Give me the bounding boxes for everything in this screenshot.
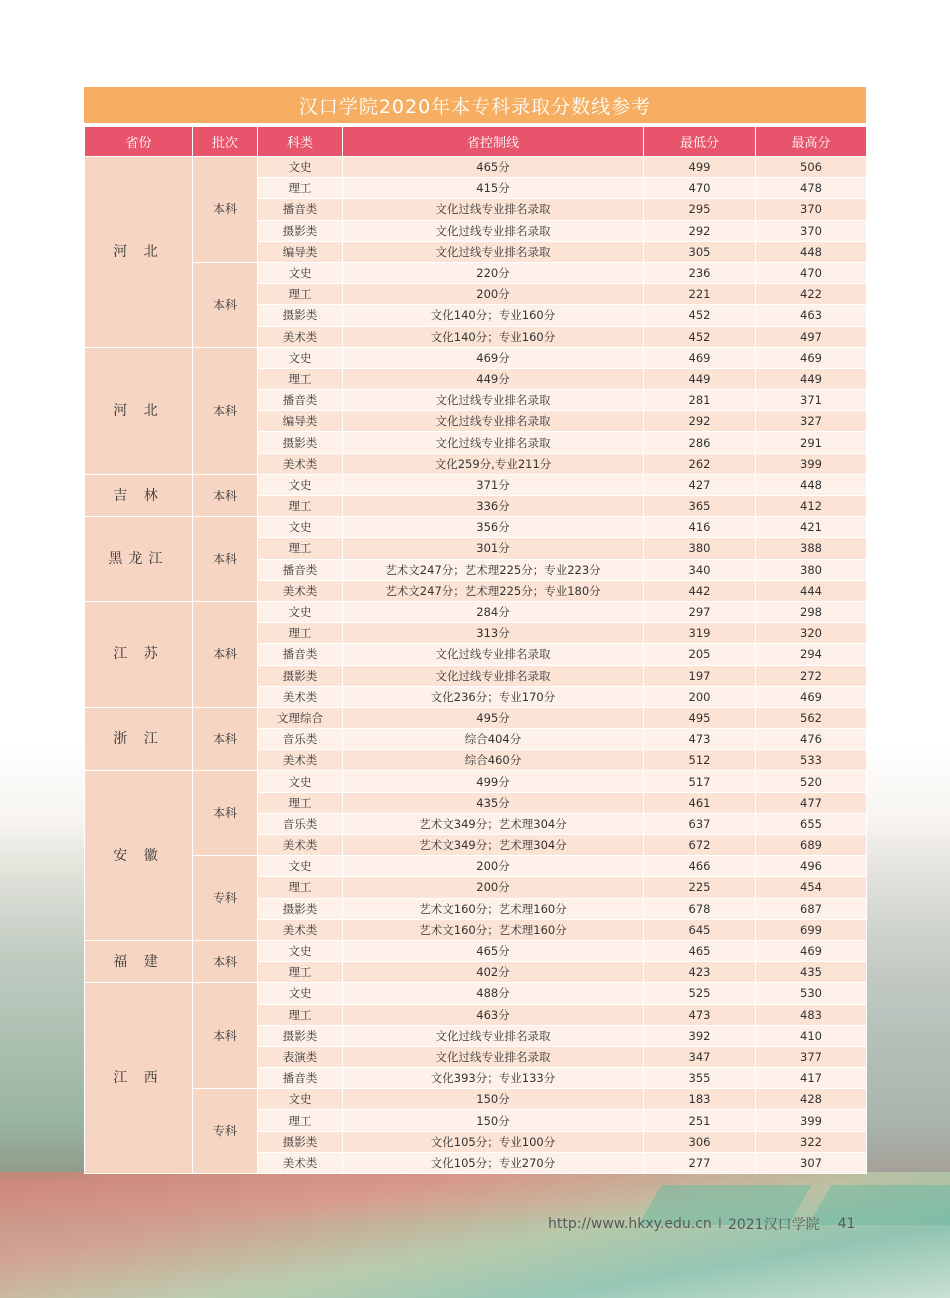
max-score-cell: 370 [756, 199, 867, 220]
max-score-cell: 371 [756, 390, 867, 411]
table-row [85, 983, 867, 1004]
min-score-cell: 225 [644, 877, 756, 898]
max-score-cell: 422 [756, 284, 867, 305]
province-cell: 安 徽 [85, 771, 193, 941]
header-control-line: 省控制线 [343, 127, 644, 157]
category-cell: 文史 [258, 601, 343, 622]
category-cell: 理工 [258, 1004, 343, 1025]
control-line-cell: 文化105分；专业270分 [343, 1152, 644, 1173]
batch-cell: 本科 [193, 474, 258, 516]
control-line-cell: 综合460分 [343, 750, 644, 771]
min-score-cell: 286 [644, 432, 756, 453]
min-score-cell: 340 [644, 559, 756, 580]
min-score-cell: 262 [644, 453, 756, 474]
min-score-cell: 277 [644, 1152, 756, 1173]
min-score-cell: 200 [644, 686, 756, 707]
min-score-cell: 466 [644, 856, 756, 877]
control-line-cell: 艺术文160分；艺术理160分 [343, 898, 644, 919]
max-score-cell: 449 [756, 368, 867, 389]
category-cell: 美术类 [258, 580, 343, 601]
category-cell: 播音类 [258, 199, 343, 220]
category-cell: 编导类 [258, 411, 343, 432]
max-score-cell: 435 [756, 962, 867, 983]
category-cell: 文史 [258, 262, 343, 283]
max-score-cell: 476 [756, 729, 867, 750]
control-line-cell: 文化393分；专业133分 [343, 1068, 644, 1089]
footer-url: http://www.hkxy.edu.cn [548, 1216, 712, 1232]
footer-brand: 2021汉口学院 [727, 1217, 820, 1233]
category-cell: 文史 [258, 157, 343, 178]
min-score-cell: 678 [644, 898, 756, 919]
max-score-cell: 483 [756, 1004, 867, 1025]
table-row [85, 517, 867, 538]
category-cell: 美术类 [258, 919, 343, 940]
max-score-cell: 469 [756, 940, 867, 961]
min-score-cell: 461 [644, 792, 756, 813]
province-cell: 江 苏 [85, 601, 193, 707]
min-score-cell: 292 [644, 220, 756, 241]
max-score-cell: 687 [756, 898, 867, 919]
control-line-cell: 336分 [343, 496, 644, 517]
category-cell: 理工 [258, 623, 343, 644]
min-score-cell: 499 [644, 157, 756, 178]
province-cell: 河 北 [85, 157, 193, 348]
batch-cell: 本科 [193, 347, 258, 474]
table-row [85, 771, 867, 792]
header-category: 科类 [258, 127, 343, 157]
control-line-cell: 文化过线专业排名录取 [343, 432, 644, 453]
min-score-cell: 473 [644, 1004, 756, 1025]
max-score-cell: 421 [756, 517, 867, 538]
control-line-cell: 150分 [343, 1110, 644, 1131]
max-score-cell: 478 [756, 178, 867, 199]
min-score-cell: 380 [644, 538, 756, 559]
category-cell: 编导类 [258, 241, 343, 262]
category-cell: 美术类 [258, 835, 343, 856]
min-score-cell: 452 [644, 326, 756, 347]
control-line-cell: 文化140分；专业160分 [343, 305, 644, 326]
category-cell: 摄影类 [258, 1131, 343, 1152]
control-line-cell: 综合404分 [343, 729, 644, 750]
category-cell: 理工 [258, 1110, 343, 1131]
max-score-cell: 412 [756, 496, 867, 517]
max-score-cell: 470 [756, 262, 867, 283]
category-cell: 理工 [258, 877, 343, 898]
category-cell: 理工 [258, 538, 343, 559]
table-row [85, 347, 867, 368]
header-min-score: 最低分 [644, 127, 756, 157]
category-cell: 文史 [258, 940, 343, 961]
max-score-cell: 388 [756, 538, 867, 559]
batch-cell: 专科 [193, 856, 258, 941]
max-score-cell: 327 [756, 411, 867, 432]
max-score-cell: 699 [756, 919, 867, 940]
category-cell: 美术类 [258, 1152, 343, 1173]
max-score-cell: 322 [756, 1131, 867, 1152]
min-score-cell: 469 [644, 347, 756, 368]
max-score-cell: 448 [756, 241, 867, 262]
admission-score-table [84, 126, 867, 1174]
control-line-cell: 文化140分；专业160分 [343, 326, 644, 347]
campus-photo-right [866, 820, 950, 1180]
max-score-cell: 444 [756, 580, 867, 601]
min-score-cell: 183 [644, 1089, 756, 1110]
control-line-cell: 艺术文349分；艺术理304分 [343, 835, 644, 856]
control-line-cell: 200分 [343, 856, 644, 877]
max-score-cell: 520 [756, 771, 867, 792]
min-score-cell: 221 [644, 284, 756, 305]
table-row [85, 474, 867, 495]
control-line-cell: 艺术文247分；艺术理225分；专业223分 [343, 559, 644, 580]
batch-cell: 本科 [193, 771, 258, 856]
min-score-cell: 473 [644, 729, 756, 750]
header-batch: 批次 [193, 127, 258, 157]
max-score-cell: 469 [756, 347, 867, 368]
max-score-cell: 320 [756, 623, 867, 644]
header-max-score: 最高分 [756, 127, 867, 157]
category-cell: 美术类 [258, 326, 343, 347]
min-score-cell: 645 [644, 919, 756, 940]
province-cell: 江 西 [85, 983, 193, 1174]
control-line-cell: 文化过线专业排名录取 [343, 1025, 644, 1046]
max-score-cell: 497 [756, 326, 867, 347]
control-line-cell: 499分 [343, 771, 644, 792]
header-province: 省份 [85, 127, 193, 157]
max-score-cell: 370 [756, 220, 867, 241]
category-cell: 美术类 [258, 750, 343, 771]
table-body [85, 157, 867, 1174]
max-score-cell: 533 [756, 750, 867, 771]
control-line-cell: 465分 [343, 940, 644, 961]
control-line-cell: 艺术文160分；艺术理160分 [343, 919, 644, 940]
category-cell: 摄影类 [258, 898, 343, 919]
min-score-cell: 517 [644, 771, 756, 792]
control-line-cell: 415分 [343, 178, 644, 199]
min-score-cell: 416 [644, 517, 756, 538]
control-line-cell: 文化过线专业排名录取 [343, 241, 644, 262]
min-score-cell: 365 [644, 496, 756, 517]
batch-cell: 本科 [193, 983, 258, 1089]
category-cell: 文史 [258, 347, 343, 368]
max-score-cell: 399 [756, 453, 867, 474]
batch-cell: 本科 [193, 940, 258, 982]
min-score-cell: 637 [644, 813, 756, 834]
control-line-cell: 艺术文247分；艺术理225分；专业180分 [343, 580, 644, 601]
table-row [85, 1089, 867, 1110]
min-score-cell: 442 [644, 580, 756, 601]
max-score-cell: 380 [756, 559, 867, 580]
min-score-cell: 297 [644, 601, 756, 622]
min-score-cell: 449 [644, 368, 756, 389]
control-line-cell: 463分 [343, 1004, 644, 1025]
max-score-cell: 689 [756, 835, 867, 856]
table-row [85, 262, 867, 283]
batch-cell: 专科 [193, 1089, 258, 1174]
control-line-cell: 艺术文349分；艺术理304分 [343, 813, 644, 834]
batch-cell: 本科 [193, 517, 258, 602]
category-cell: 理工 [258, 496, 343, 517]
category-cell: 播音类 [258, 1068, 343, 1089]
min-score-cell: 452 [644, 305, 756, 326]
max-score-cell: 448 [756, 474, 867, 495]
category-cell: 表演类 [258, 1046, 343, 1067]
max-score-cell: 463 [756, 305, 867, 326]
min-score-cell: 465 [644, 940, 756, 961]
category-cell: 理工 [258, 368, 343, 389]
batch-cell: 本科 [193, 262, 258, 347]
category-cell: 音乐类 [258, 729, 343, 750]
category-cell: 摄影类 [258, 432, 343, 453]
category-cell: 摄影类 [258, 1025, 343, 1046]
max-score-cell: 530 [756, 983, 867, 1004]
control-line-cell: 文化过线专业排名录取 [343, 390, 644, 411]
category-cell: 播音类 [258, 644, 343, 665]
min-score-cell: 392 [644, 1025, 756, 1046]
table-row [85, 856, 867, 877]
province-cell: 浙 江 [85, 707, 193, 771]
max-score-cell: 428 [756, 1089, 867, 1110]
category-cell: 摄影类 [258, 665, 343, 686]
control-line-cell: 文化过线专业排名录取 [343, 644, 644, 665]
campus-photo-left [0, 820, 85, 1180]
max-score-cell: 454 [756, 877, 867, 898]
page-footer [548, 1214, 855, 1234]
control-line-cell: 文化过线专业排名录取 [343, 665, 644, 686]
max-score-cell: 477 [756, 792, 867, 813]
min-score-cell: 319 [644, 623, 756, 644]
max-score-cell: 496 [756, 856, 867, 877]
max-score-cell: 272 [756, 665, 867, 686]
control-line-cell: 356分 [343, 517, 644, 538]
category-cell: 音乐类 [258, 813, 343, 834]
min-score-cell: 305 [644, 241, 756, 262]
control-line-cell: 371分 [343, 474, 644, 495]
max-score-cell: 655 [756, 813, 867, 834]
table-row [85, 601, 867, 622]
control-line-cell: 465分 [343, 157, 644, 178]
category-cell: 文史 [258, 856, 343, 877]
province-cell: 吉 林 [85, 474, 193, 516]
min-score-cell: 251 [644, 1110, 756, 1131]
max-score-cell: 410 [756, 1025, 867, 1046]
control-line-cell: 文化过线专业排名录取 [343, 220, 644, 241]
control-line-cell: 文化过线专业排名录取 [343, 199, 644, 220]
max-score-cell: 294 [756, 644, 867, 665]
batch-cell: 本科 [193, 601, 258, 707]
category-cell: 摄影类 [258, 305, 343, 326]
min-score-cell: 512 [644, 750, 756, 771]
max-score-cell: 307 [756, 1152, 867, 1173]
batch-cell: 本科 [193, 157, 258, 263]
category-cell: 文理综合 [258, 707, 343, 728]
min-score-cell: 236 [644, 262, 756, 283]
category-cell: 美术类 [258, 453, 343, 474]
table-title: 汉口学院2020年本专科录取分数线参考 [84, 87, 866, 123]
footer-separator: I [717, 1216, 722, 1232]
control-line-cell: 435分 [343, 792, 644, 813]
category-cell: 文史 [258, 474, 343, 495]
category-cell: 理工 [258, 792, 343, 813]
province-cell: 黑龙江 [85, 517, 193, 602]
category-cell: 理工 [258, 962, 343, 983]
control-line-cell: 150分 [343, 1089, 644, 1110]
min-score-cell: 292 [644, 411, 756, 432]
category-cell: 理工 [258, 178, 343, 199]
category-cell: 文史 [258, 517, 343, 538]
table-row [85, 707, 867, 728]
table-row [85, 940, 867, 961]
category-cell: 美术类 [258, 686, 343, 707]
max-score-cell: 469 [756, 686, 867, 707]
control-line-cell: 284分 [343, 601, 644, 622]
control-line-cell: 200分 [343, 877, 644, 898]
min-score-cell: 355 [644, 1068, 756, 1089]
province-cell: 河 北 [85, 347, 193, 474]
control-line-cell: 301分 [343, 538, 644, 559]
control-line-cell: 469分 [343, 347, 644, 368]
min-score-cell: 495 [644, 707, 756, 728]
category-cell: 摄影类 [258, 220, 343, 241]
max-score-cell: 506 [756, 157, 867, 178]
control-line-cell: 313分 [343, 623, 644, 644]
category-cell: 播音类 [258, 559, 343, 580]
control-line-cell: 495分 [343, 707, 644, 728]
category-cell: 理工 [258, 284, 343, 305]
max-score-cell: 377 [756, 1046, 867, 1067]
control-line-cell: 220分 [343, 262, 644, 283]
min-score-cell: 672 [644, 835, 756, 856]
max-score-cell: 562 [756, 707, 867, 728]
min-score-cell: 470 [644, 178, 756, 199]
max-score-cell: 399 [756, 1110, 867, 1131]
control-line-cell: 文化236分；专业170分 [343, 686, 644, 707]
control-line-cell: 文化过线专业排名录取 [343, 411, 644, 432]
min-score-cell: 423 [644, 962, 756, 983]
table-header-row [85, 127, 867, 157]
control-line-cell: 文化259分,专业211分 [343, 453, 644, 474]
province-cell: 福 建 [85, 940, 193, 982]
min-score-cell: 197 [644, 665, 756, 686]
min-score-cell: 347 [644, 1046, 756, 1067]
max-score-cell: 291 [756, 432, 867, 453]
max-score-cell: 298 [756, 601, 867, 622]
min-score-cell: 427 [644, 474, 756, 495]
min-score-cell: 281 [644, 390, 756, 411]
max-score-cell: 417 [756, 1068, 867, 1089]
min-score-cell: 525 [644, 983, 756, 1004]
min-score-cell: 295 [644, 199, 756, 220]
category-cell: 文史 [258, 983, 343, 1004]
category-cell: 播音类 [258, 390, 343, 411]
category-cell: 文史 [258, 771, 343, 792]
control-line-cell: 488分 [343, 983, 644, 1004]
min-score-cell: 205 [644, 644, 756, 665]
control-line-cell: 402分 [343, 962, 644, 983]
category-cell: 文史 [258, 1089, 343, 1110]
min-score-cell: 306 [644, 1131, 756, 1152]
control-line-cell: 200分 [343, 284, 644, 305]
control-line-cell: 449分 [343, 368, 644, 389]
batch-cell: 本科 [193, 707, 258, 771]
page-number: 41 [837, 1216, 856, 1232]
table-row [85, 157, 867, 178]
control-line-cell: 文化105分；专业100分 [343, 1131, 644, 1152]
control-line-cell: 文化过线专业排名录取 [343, 1046, 644, 1067]
